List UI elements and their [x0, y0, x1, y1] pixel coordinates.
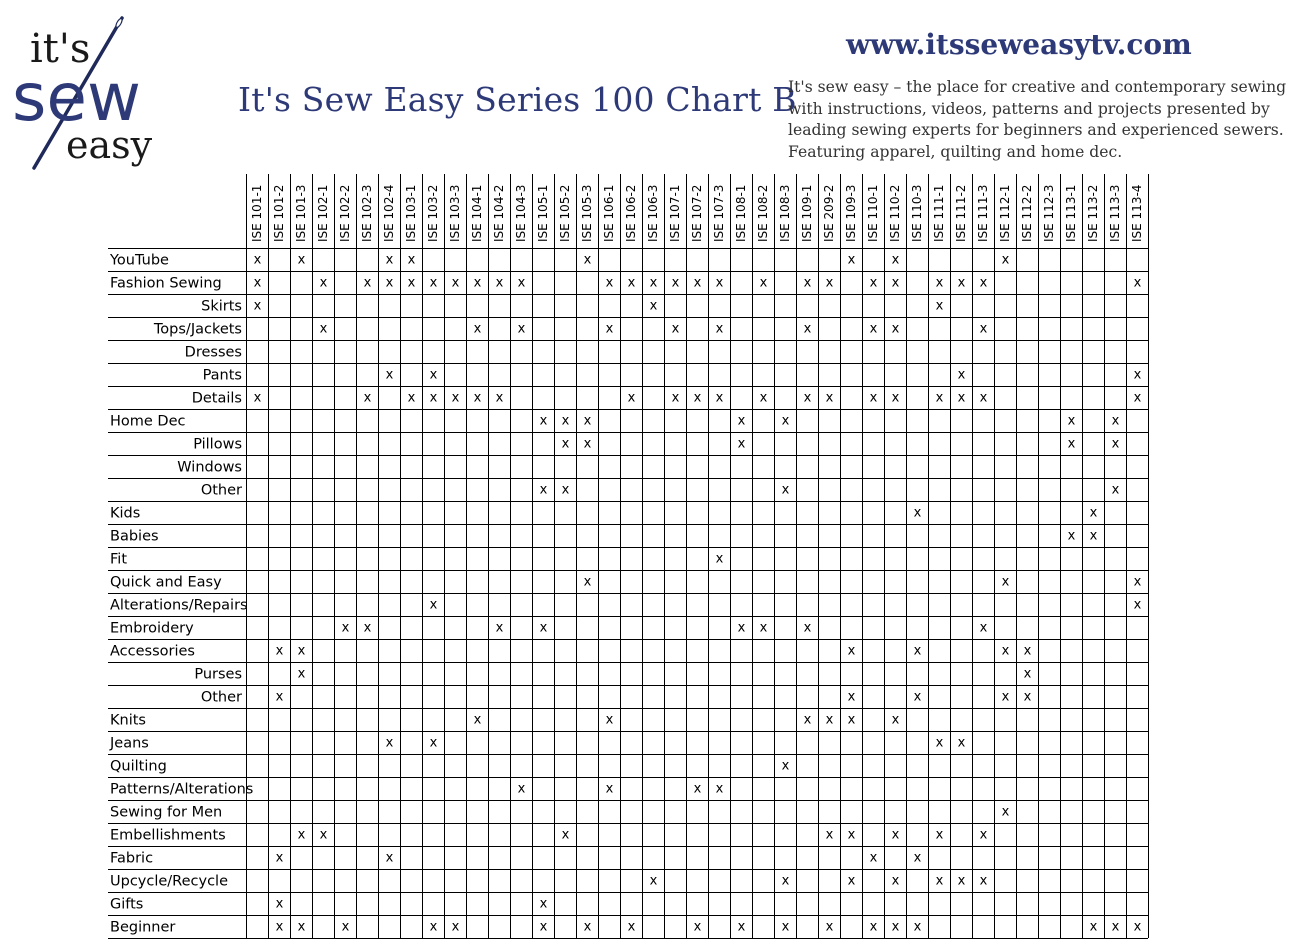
check-mark: x	[1133, 367, 1142, 383]
check-mark: x	[979, 873, 988, 889]
column-header: ISE 103-3	[448, 184, 462, 242]
check-mark: x	[979, 620, 988, 636]
check-mark: x	[693, 781, 702, 797]
column-header: ISE 111-1	[932, 184, 946, 242]
check-mark: x	[957, 275, 966, 291]
check-mark: x	[825, 827, 834, 843]
check-mark: x	[473, 390, 482, 406]
check-mark: x	[341, 620, 350, 636]
check-mark: x	[429, 919, 438, 935]
row-label: Beginner	[110, 919, 176, 936]
check-mark: x	[825, 919, 834, 935]
row-label: Purses	[194, 666, 242, 683]
row-label: Gifts	[110, 896, 144, 913]
column-header: ISE 110-3	[910, 184, 924, 242]
check-mark: x	[363, 620, 372, 636]
description-line: with instructions, videos, patterns and projects presented by	[788, 99, 1270, 118]
check-mark: x	[583, 252, 592, 268]
check-mark: x	[781, 413, 790, 429]
check-mark: x	[1023, 666, 1032, 682]
column-header: ISE 113-1	[1064, 184, 1078, 242]
column-header: ISE 101-3	[294, 184, 308, 242]
check-mark: x	[671, 321, 680, 337]
check-mark: x	[1023, 643, 1032, 659]
check-mark: x	[473, 321, 482, 337]
column-header: ISE 106-1	[602, 184, 616, 242]
check-mark: x	[935, 275, 944, 291]
check-mark: x	[979, 275, 988, 291]
row-label: Home Dec	[110, 413, 186, 430]
check-mark: x	[1133, 275, 1142, 291]
check-mark: x	[781, 482, 790, 498]
logo-word-easy: easy	[66, 123, 153, 167]
row-label: Skirts	[201, 298, 242, 315]
check-mark: x	[693, 390, 702, 406]
column-header: ISE 101-1	[250, 184, 264, 242]
check-mark: x	[671, 390, 680, 406]
check-mark: x	[715, 390, 724, 406]
check-mark: x	[407, 275, 416, 291]
check-mark: x	[869, 850, 878, 866]
row-label: Quick and Easy	[110, 574, 222, 591]
column-header: ISE 107-1	[668, 184, 682, 242]
check-mark: x	[385, 735, 394, 751]
check-mark: x	[1111, 482, 1120, 498]
check-mark: x	[1111, 436, 1120, 452]
check-mark: x	[715, 275, 724, 291]
check-mark: x	[275, 919, 284, 935]
check-mark: x	[649, 275, 658, 291]
check-mark: x	[473, 275, 482, 291]
check-mark: x	[1133, 597, 1142, 613]
check-mark: x	[583, 919, 592, 935]
check-mark: x	[627, 275, 636, 291]
check-mark: x	[1133, 390, 1142, 406]
row-label: Fabric	[110, 850, 154, 867]
check-mark: x	[869, 321, 878, 337]
column-header: ISE 108-1	[734, 184, 748, 242]
check-mark: x	[759, 620, 768, 636]
column-header: ISE 103-1	[404, 184, 418, 242]
row-label: Other	[200, 482, 242, 499]
check-mark: x	[451, 390, 460, 406]
row-label: Pants	[202, 367, 242, 384]
row-label: Embellishments	[110, 827, 226, 844]
check-mark: x	[1001, 574, 1010, 590]
column-header: ISE 107-2	[690, 184, 704, 242]
column-header: ISE 113-4	[1130, 184, 1144, 242]
check-mark: x	[297, 666, 306, 682]
check-mark: x	[935, 298, 944, 314]
check-mark: x	[737, 620, 746, 636]
check-mark: x	[385, 252, 394, 268]
check-mark: x	[803, 390, 812, 406]
check-mark: x	[451, 275, 460, 291]
check-mark: x	[891, 873, 900, 889]
check-mark: x	[1089, 919, 1098, 935]
row-label: Fashion Sewing	[110, 275, 222, 292]
check-mark: x	[737, 919, 746, 935]
check-mark: x	[429, 275, 438, 291]
check-mark: x	[253, 252, 262, 268]
check-mark: x	[847, 689, 856, 705]
check-mark: x	[451, 919, 460, 935]
row-label: Windows	[177, 459, 242, 476]
check-mark: x	[737, 436, 746, 452]
column-header: ISE 103-2	[426, 184, 440, 242]
check-mark: x	[495, 275, 504, 291]
check-mark: x	[517, 321, 526, 337]
check-mark: x	[297, 827, 306, 843]
check-mark: x	[407, 390, 416, 406]
check-mark: x	[891, 712, 900, 728]
check-mark: x	[385, 275, 394, 291]
column-header: ISE 111-2	[954, 184, 968, 242]
row-label: Fit	[110, 551, 127, 568]
row-label: Accessories	[110, 643, 195, 660]
description-line: leading sewing experts for beginners and experienced sewers.	[788, 121, 1284, 140]
check-mark: x	[627, 390, 636, 406]
check-mark: x	[1133, 919, 1142, 935]
check-mark: x	[495, 620, 504, 636]
check-mark: x	[913, 689, 922, 705]
check-mark: x	[825, 712, 834, 728]
check-mark: x	[561, 827, 570, 843]
row-label: Knits	[110, 712, 146, 729]
column-header: ISE 105-1	[536, 184, 550, 242]
row-label: Tops/Jackets	[153, 321, 242, 338]
check-mark: x	[275, 850, 284, 866]
check-mark: x	[825, 275, 834, 291]
check-mark: x	[561, 482, 570, 498]
description-line: It's sew easy – the place for creative and contemporary sewing	[788, 78, 1287, 96]
check-mark: x	[275, 896, 284, 912]
check-mark: x	[869, 275, 878, 291]
check-mark: x	[979, 827, 988, 843]
check-mark: x	[319, 827, 328, 843]
check-mark: x	[803, 275, 812, 291]
check-mark: x	[605, 781, 614, 797]
check-mark: x	[253, 390, 262, 406]
check-mark: x	[605, 321, 614, 337]
check-mark: x	[715, 551, 724, 567]
column-header: ISE 104-2	[492, 184, 506, 242]
column-header: ISE 209-2	[822, 184, 836, 242]
check-mark: x	[737, 413, 746, 429]
check-mark: x	[693, 275, 702, 291]
check-mark: x	[385, 850, 394, 866]
check-mark: x	[913, 643, 922, 659]
check-mark: x	[517, 781, 526, 797]
check-mark: x	[847, 643, 856, 659]
check-mark: x	[341, 919, 350, 935]
check-mark: x	[429, 597, 438, 613]
check-mark: x	[891, 919, 900, 935]
check-mark: x	[495, 390, 504, 406]
check-mark: x	[693, 919, 702, 935]
check-mark: x	[605, 275, 614, 291]
check-mark: x	[759, 275, 768, 291]
row-label: Embroidery	[110, 620, 194, 637]
check-mark: x	[583, 436, 592, 452]
column-header: ISE 110-2	[888, 184, 902, 242]
column-header: ISE 113-3	[1108, 184, 1122, 242]
column-header: ISE 110-1	[866, 184, 880, 242]
check-mark: x	[803, 620, 812, 636]
check-mark: x	[1001, 643, 1010, 659]
check-mark: x	[429, 367, 438, 383]
check-mark: x	[539, 919, 548, 935]
check-mark: x	[363, 390, 372, 406]
column-header: ISE 106-3	[646, 184, 660, 242]
check-mark: x	[429, 390, 438, 406]
check-mark: x	[715, 321, 724, 337]
check-mark: x	[935, 827, 944, 843]
row-label: Dresses	[184, 344, 242, 361]
check-mark: x	[913, 919, 922, 935]
check-mark: x	[297, 919, 306, 935]
row-label: Patterns/Alterations	[110, 781, 254, 798]
column-header: ISE 111-3	[976, 184, 990, 242]
check-mark: x	[561, 413, 570, 429]
column-header: ISE 108-2	[756, 184, 770, 242]
website-url[interactable]: www.itsseweasytv.com	[846, 28, 1192, 61]
check-mark: x	[803, 321, 812, 337]
check-mark: x	[627, 919, 636, 935]
check-mark: x	[715, 781, 724, 797]
check-mark: x	[1001, 804, 1010, 820]
check-mark: x	[891, 321, 900, 337]
row-label: YouTube	[110, 252, 169, 269]
check-mark: x	[1111, 413, 1120, 429]
row-label: Pillows	[193, 436, 242, 453]
check-mark: x	[847, 712, 856, 728]
logo-word-sew: sew	[12, 59, 141, 136]
row-label: Kids	[110, 505, 141, 522]
check-mark: x	[957, 735, 966, 751]
check-mark: x	[847, 827, 856, 843]
check-mark: x	[539, 620, 548, 636]
column-header: ISE 102-3	[360, 184, 374, 242]
column-header: ISE 104-1	[470, 184, 484, 242]
check-mark: x	[319, 321, 328, 337]
column-header: ISE 102-2	[338, 184, 352, 242]
check-mark: x	[605, 712, 614, 728]
check-mark: x	[979, 390, 988, 406]
check-mark: x	[429, 735, 438, 751]
check-mark: x	[1111, 919, 1120, 935]
check-mark: x	[869, 390, 878, 406]
column-header: ISE 105-3	[580, 184, 594, 242]
check-mark: x	[891, 390, 900, 406]
check-mark: x	[297, 252, 306, 268]
row-label: Details	[191, 390, 242, 407]
row-label: Upcycle/Recycle	[110, 873, 228, 890]
check-mark: x	[297, 643, 306, 659]
check-mark: x	[891, 827, 900, 843]
check-mark: x	[913, 505, 922, 521]
check-mark: x	[539, 413, 548, 429]
column-header: ISE 106-2	[624, 184, 638, 242]
check-mark: x	[935, 390, 944, 406]
check-mark: x	[957, 367, 966, 383]
check-mark: x	[561, 436, 570, 452]
check-mark: x	[957, 390, 966, 406]
row-label: Alterations/Repairs	[110, 597, 248, 614]
check-mark: x	[583, 413, 592, 429]
check-mark: x	[1067, 436, 1076, 452]
check-mark: x	[1001, 252, 1010, 268]
row-label: Babies	[110, 528, 159, 545]
check-mark: x	[935, 873, 944, 889]
check-mark: x	[913, 850, 922, 866]
check-mark: x	[275, 643, 284, 659]
column-header: ISE 102-1	[316, 184, 330, 242]
page-title: It's Sew Easy Series 100 Chart B	[238, 80, 797, 119]
column-header: ISE 112-1	[998, 184, 1012, 242]
check-mark: x	[319, 275, 328, 291]
check-mark: x	[517, 275, 526, 291]
description-line: Featuring apparel, quilting and home dec.	[788, 142, 1123, 161]
check-mark: x	[539, 482, 548, 498]
check-mark: x	[583, 574, 592, 590]
check-mark: x	[891, 275, 900, 291]
check-mark: x	[781, 758, 790, 774]
column-header: ISE 101-2	[272, 184, 286, 242]
column-header: ISE 112-3	[1042, 184, 1056, 242]
row-label: Other	[200, 689, 242, 706]
check-mark: x	[385, 367, 394, 383]
check-mark: x	[803, 712, 812, 728]
column-header: ISE 102-4	[382, 184, 396, 242]
check-mark: x	[847, 252, 856, 268]
check-mark: x	[1089, 528, 1098, 544]
check-mark: x	[781, 919, 790, 935]
check-mark: x	[649, 298, 658, 314]
check-mark: x	[869, 919, 878, 935]
check-mark: x	[1067, 413, 1076, 429]
check-mark: x	[781, 873, 790, 889]
check-mark: x	[363, 275, 372, 291]
check-mark: x	[847, 873, 856, 889]
column-header: ISE 104-3	[514, 184, 528, 242]
column-header: ISE 109-3	[844, 184, 858, 242]
column-header: ISE 113-2	[1086, 184, 1100, 242]
check-mark: x	[759, 390, 768, 406]
check-mark: x	[1067, 528, 1076, 544]
check-mark: x	[407, 252, 416, 268]
check-mark: x	[275, 689, 284, 705]
check-mark: x	[957, 873, 966, 889]
logo-word-its: it's	[30, 26, 91, 72]
check-mark: x	[539, 896, 548, 912]
check-mark: x	[825, 390, 834, 406]
check-mark: x	[649, 873, 658, 889]
row-label: Quilting	[110, 758, 167, 775]
column-header: ISE 107-3	[712, 184, 726, 242]
check-mark: x	[253, 298, 262, 314]
check-mark: x	[671, 275, 680, 291]
check-mark: x	[1089, 505, 1098, 521]
column-header: ISE 112-2	[1020, 184, 1034, 242]
column-header: ISE 109-1	[800, 184, 814, 242]
check-mark: x	[891, 252, 900, 268]
check-mark: x	[1023, 689, 1032, 705]
row-label: Sewing for Men	[110, 804, 223, 821]
column-header: ISE 105-2	[558, 184, 572, 242]
check-mark: x	[935, 735, 944, 751]
check-mark: x	[1133, 574, 1142, 590]
check-mark: x	[1001, 689, 1010, 705]
row-label: Jeans	[110, 735, 149, 752]
check-mark: x	[473, 712, 482, 728]
check-mark: x	[979, 321, 988, 337]
check-mark: x	[253, 275, 262, 291]
column-header: ISE 108-3	[778, 184, 792, 242]
